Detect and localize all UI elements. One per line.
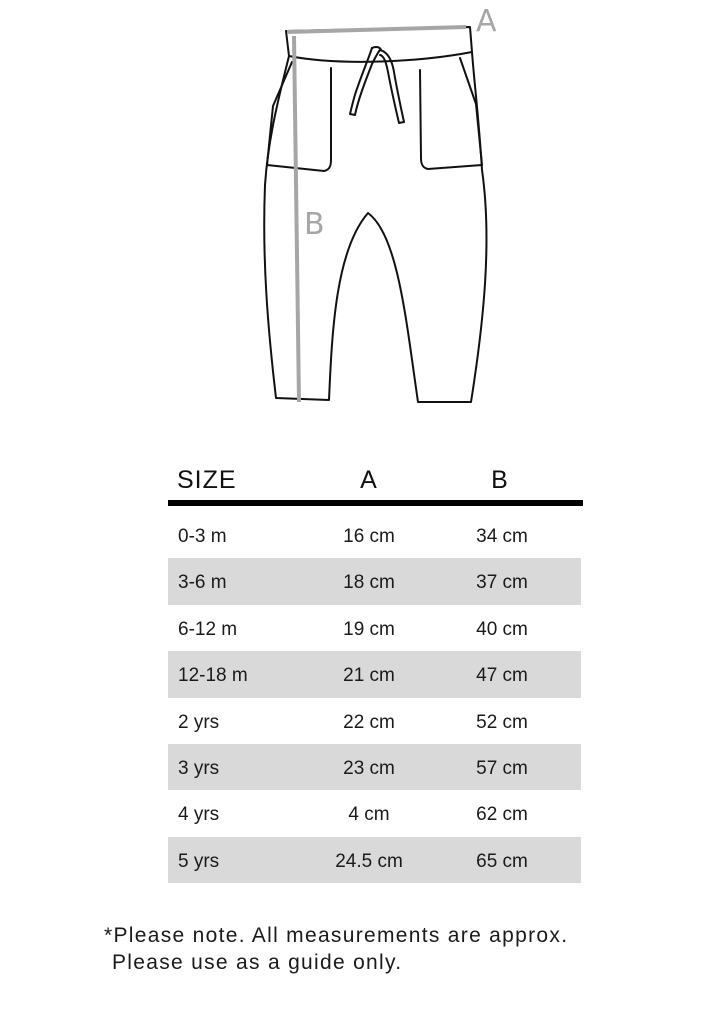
measure-line-b — [294, 36, 299, 402]
note-line-2: Please use as a guide only. — [112, 951, 403, 974]
cell-b: 37 cm — [476, 572, 528, 594]
cell-size: 2 yrs — [178, 711, 220, 733]
table-row — [168, 790, 581, 836]
cell-b: 47 cm — [476, 665, 528, 687]
cell-size: 6-12 m — [178, 618, 238, 640]
cell-b: 65 cm — [476, 850, 528, 872]
cell-a: 4 cm — [348, 804, 390, 826]
cell-a: 23 cm — [343, 757, 395, 779]
label-a: A — [476, 4, 497, 39]
cell-b: 52 cm — [476, 711, 528, 733]
pants-illustration — [0, 0, 707, 420]
table-row — [168, 512, 581, 558]
cell-size: 12-18 m — [178, 665, 248, 687]
table-row — [168, 558, 581, 604]
cell-size: 3 yrs — [178, 757, 220, 779]
cell-a: 24.5 cm — [335, 850, 403, 872]
table-row — [168, 651, 581, 697]
table-row — [168, 837, 581, 883]
cell-size: 0-3 m — [178, 526, 227, 547]
table-body — [168, 512, 581, 883]
table-row — [168, 698, 581, 744]
cell-b: 40 cm — [476, 618, 528, 640]
header-size: SIZE — [177, 466, 237, 494]
header-b: B — [491, 466, 509, 494]
left-pocket — [267, 62, 331, 171]
cell-b: 62 cm — [476, 804, 528, 826]
right-pocket — [420, 58, 482, 169]
header-divider — [168, 500, 583, 506]
cell-size: 5 yrs — [178, 850, 220, 872]
cell-size: 3-6 m — [178, 572, 227, 594]
table-header — [168, 460, 581, 500]
note-line-1: *Please note. All measurements are approx. — [104, 924, 569, 947]
header-a: A — [360, 466, 378, 494]
cell-size: 4 yrs — [178, 804, 220, 826]
cell-a: 19 cm — [343, 618, 395, 640]
label-b: B — [304, 207, 325, 242]
cell-b: 34 cm — [476, 526, 528, 547]
cell-a: 16 cm — [343, 526, 395, 547]
measure-line-a — [287, 27, 466, 32]
drawstring-left — [350, 48, 380, 115]
table-row — [168, 744, 581, 790]
table-row — [168, 605, 581, 651]
size-chart-table — [168, 460, 581, 883]
disclaimer-note — [104, 922, 568, 976]
cell-b: 57 cm — [476, 757, 528, 779]
cell-a: 18 cm — [343, 572, 395, 594]
cell-a: 22 cm — [343, 711, 395, 733]
cell-a: 21 cm — [343, 665, 395, 687]
